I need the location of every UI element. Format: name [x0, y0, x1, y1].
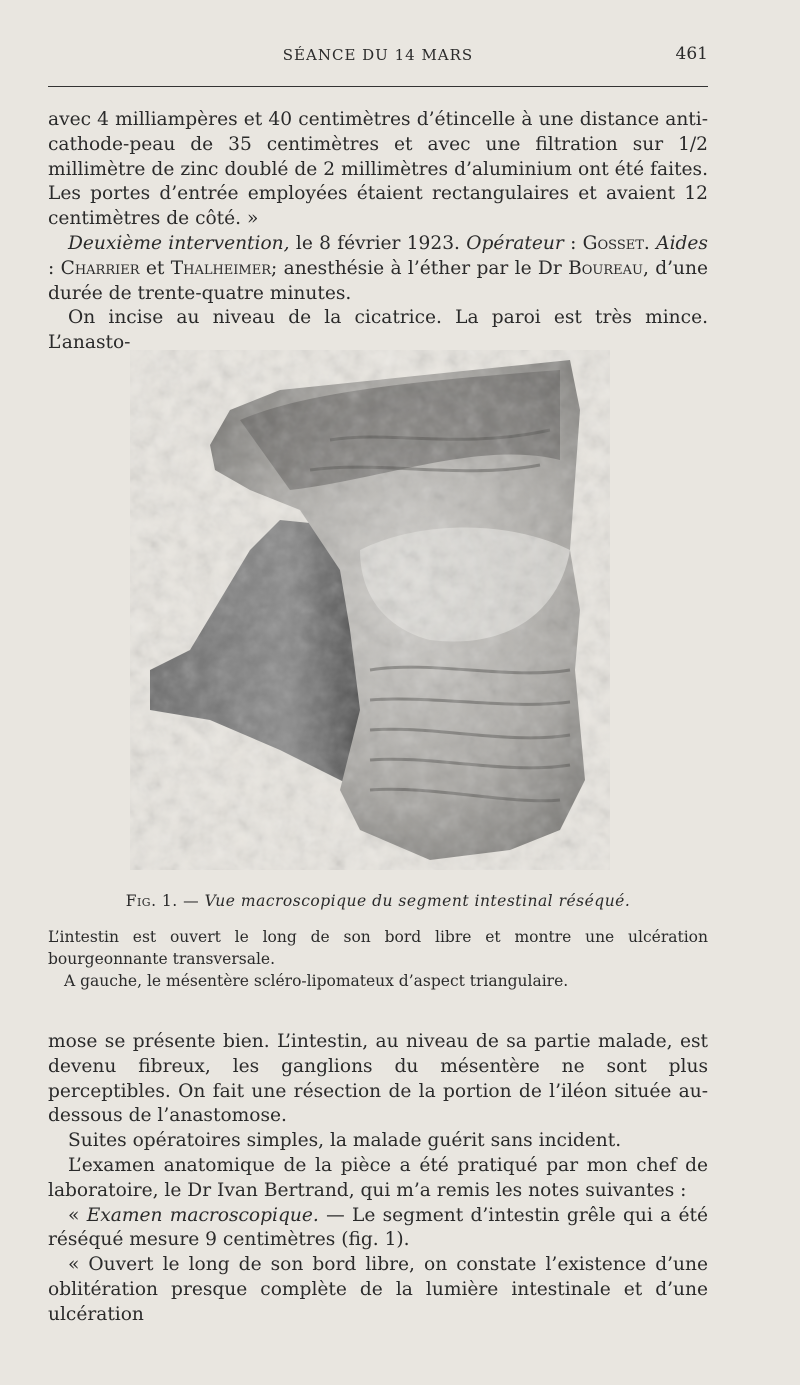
text-run: « — [68, 1204, 87, 1226]
paragraph — [48, 1204, 708, 1254]
paragraph: Suites opératoires simples, la malade guérit sans incident. — [68, 1130, 622, 1152]
bottom-text-block — [48, 1030, 708, 1328]
page-number: 461 — [675, 44, 708, 64]
small-caps-name: Charrier — [60, 257, 140, 279]
text-run: , d’une durée de trente-quatre minutes. — [48, 257, 708, 304]
text-run: le 8 février 1923. — [289, 232, 467, 254]
caption-title-line — [48, 890, 708, 912]
small-caps-name: Boureau — [568, 257, 643, 279]
figure-caption — [48, 890, 708, 992]
running-head — [48, 46, 708, 70]
header-rule — [48, 86, 708, 87]
running-head-title: SÉANCE DU 14 MARS — [282, 46, 474, 64]
text-run: : — [563, 232, 583, 254]
text-run: — Le segment d’intestin grêle qui a été réséqué mesure 9 centimètres (fig. 1). — [48, 1204, 708, 1251]
caption-text: L’intestin est ouvert le long de son bord libre et montre une ulcération bourgeonnante transversale. — [48, 928, 708, 968]
italic-text: Examen macroscopique. — [86, 1204, 319, 1226]
italic-text: Opérateur — [466, 232, 564, 254]
italic-text: Aides — [656, 232, 708, 254]
top-text-block — [48, 108, 708, 356]
text-run: : — [48, 257, 61, 279]
figure-photo-intestine — [130, 350, 610, 870]
italic-text: Deuxième intervention, — [68, 232, 290, 254]
figure-label: Fig. 1. — — [125, 892, 200, 910]
text-run: ; anesthésie à l’éther par le Dr — [271, 257, 569, 279]
small-caps-name: Thalheimer — [170, 257, 272, 279]
paragraph — [48, 232, 708, 306]
small-caps-name: Gosset — [582, 232, 644, 254]
text-run: . — [643, 232, 657, 254]
paragraph: On incise au niveau de la cicatrice. La paroi est très mince. L’anasto- — [48, 307, 708, 354]
caption-text: A gauche, le mésentère scléro-lipomateux d’aspect triangulaire. — [64, 972, 569, 990]
paragraph: avec 4 milliampères et 40 centimètres d’étincelle à une distance anti-cathode-peau de 35 centimètres et avec une filtration sur 1/2 millimètre de zinc doublé de 2 millimètres d’aluminium ont été faites. Les portes d’entrée employées étaient rectangulaires et avaient 12 centimètres de côté. » — [48, 109, 708, 230]
paragraph: « Ouvert le long de son bord libre, on constate l’existence d’une oblitération presque complète de la lumière intestinale et d’une ulcération — [48, 1254, 708, 1325]
text-run: et — [139, 257, 171, 279]
paragraph: mose se présente bien. L’intestin, au niveau de sa partie malade, est devenu fibreux, les ganglions du mésentère ne sont plus perceptibles. On fait une résection de la portion de l’iléon située au-dessous de l’anastomose. — [48, 1031, 708, 1127]
caption-title: Vue macroscopique du segment intestinal réséqué. — [204, 892, 631, 910]
paragraph: L’examen anatomique de la pièce a été pratiqué par mon chef de laboratoire, le Dr Ivan Bertrand, qui m’a remis les notes suivantes : — [48, 1154, 708, 1201]
